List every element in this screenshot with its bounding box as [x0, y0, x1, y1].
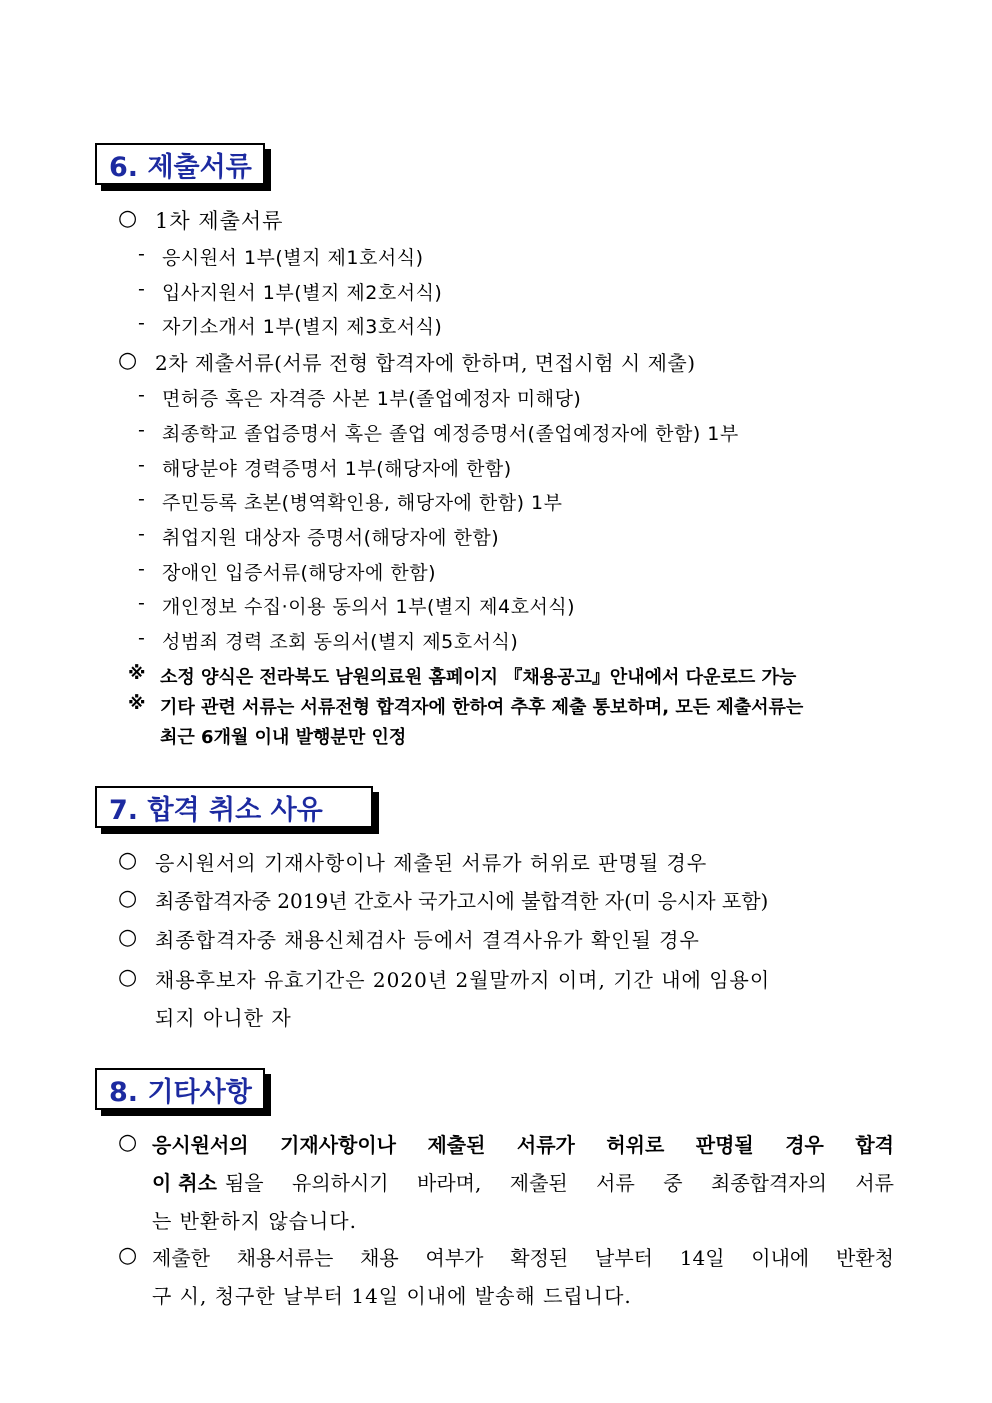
notice-1-bold-part: 이 취소 [152, 1171, 217, 1195]
first-doc-item: 응시원서 1부(별지 제1호서식) [162, 247, 424, 269]
first-docs-title: 1차 제출서류 [155, 209, 284, 233]
dash-icon: - [138, 627, 146, 649]
circle-bullet-icon: ○ [118, 886, 138, 911]
dash-icon: - [138, 419, 146, 441]
second-doc-item: 취업지원 대상자 증명서(해당자에 한함) [162, 527, 500, 549]
cancel-reason-item: 응시원서의 기재사항이나 제출된 서류가 허위로 판명될 경우 [155, 851, 708, 875]
notice-2-line-1: 제출한 채용서류는 채용 여부가 확정된 날부터 14일 이내에 반환청 [152, 1246, 894, 1270]
section-6-heading [95, 143, 265, 185]
notice-1-line-3: 는 반환하지 않습니다. [152, 1209, 357, 1233]
dash-icon: - [138, 454, 146, 476]
ref-mark-icon: ※ [128, 663, 146, 684]
second-docs-title: 2차 제출서류(서류 전형 합격자에 한하며, 면접시험 시 제출) [155, 351, 696, 375]
section-6-heading-text: 6. 제출서류 [109, 151, 252, 183]
first-doc-item: 자기소개서 1부(별지 제3호서식) [162, 316, 443, 338]
cancel-reason-item-cont: 되지 아니한 자 [155, 1006, 292, 1030]
second-doc-item: 주민등록 초본(병역확인용, 해당자에 한함) 1부 [162, 492, 563, 514]
section-7-heading-text: 7. 합격 취소 사유 [109, 794, 323, 826]
circle-bullet-icon: ○ [118, 848, 138, 873]
note-text: 최근 6개월 이내 발행분만 인정 [160, 727, 407, 748]
second-doc-item: 장애인 입증서류(해당자에 한함) [162, 562, 437, 584]
circle-bullet-icon: ○ [118, 206, 138, 231]
note-text: 소정 양식은 전라북도 남원의료원 홈페이지 『채용공고』안내에서 다운로드 가능 [160, 667, 797, 688]
note-text: 기타 관련 서류는 서류전형 합격자에 한하여 추후 제출 통보하며, 모든 제출서류는 [160, 697, 804, 718]
dash-icon: - [138, 592, 146, 614]
cancel-reason-item: 최종합격자중 채용신체검사 등에서 결격사유가 확인될 경우 [155, 928, 700, 952]
notice-1-rest: 됨을 유의하시기 바라며, 제출된 서류 중 최종합격자의 서류 [224, 1171, 894, 1195]
circle-bullet-icon: ○ [118, 1243, 138, 1268]
second-doc-item: 개인정보 수집·이용 동의서 1부(별지 제4호서식) [162, 596, 576, 618]
second-doc-item: 면허증 혹은 자격증 사본 1부(졸업예정자 미해당) [162, 388, 582, 410]
section-8-heading-text: 8. 기타사항 [109, 1076, 252, 1108]
second-doc-item: 성범죄 경력 조회 동의서(별지 제5호서식) [162, 631, 519, 653]
circle-bullet-icon: ○ [118, 1130, 138, 1155]
circle-bullet-icon: ○ [118, 925, 138, 950]
ref-mark-icon: ※ [128, 693, 146, 714]
dash-icon: - [138, 384, 146, 406]
section-7-heading [95, 786, 373, 828]
notice-1-line-1: 응시원서의 기재사항이나 제출된 서류가 허위로 판명될 경우 합격 [152, 1133, 894, 1157]
dash-icon: - [138, 558, 146, 580]
section-8-heading [95, 1068, 265, 1110]
circle-bullet-icon: ○ [118, 348, 138, 373]
dash-icon: - [138, 312, 146, 334]
dash-icon: - [138, 523, 146, 545]
cancel-reason-item: 채용후보자 유효기간은 2020년 2월말까지 이며, 기간 내에 임용이 [155, 968, 771, 992]
circle-bullet-icon: ○ [118, 965, 138, 990]
dash-icon: - [138, 243, 146, 265]
second-doc-item: 해당분야 경력증명서 1부(해당자에 한함) [162, 458, 512, 480]
notice-1-line-2 [152, 1167, 894, 1196]
cancel-reason-item: 최종합격자중 2019년 간호사 국가고시에 불합격한 자(미 응시자 포함) [155, 889, 769, 913]
dash-icon: - [138, 278, 146, 300]
first-doc-item: 입사지원서 1부(별지 제2호서식) [162, 282, 443, 304]
notice-2-line-2: 구 시, 청구한 날부터 14일 이내에 발송해 드립니다. [152, 1284, 632, 1308]
dash-icon: - [138, 488, 146, 510]
second-doc-item: 최종학교 졸업증명서 혹은 졸업 예정증명서(졸업예정자에 한함) 1부 [162, 423, 739, 445]
